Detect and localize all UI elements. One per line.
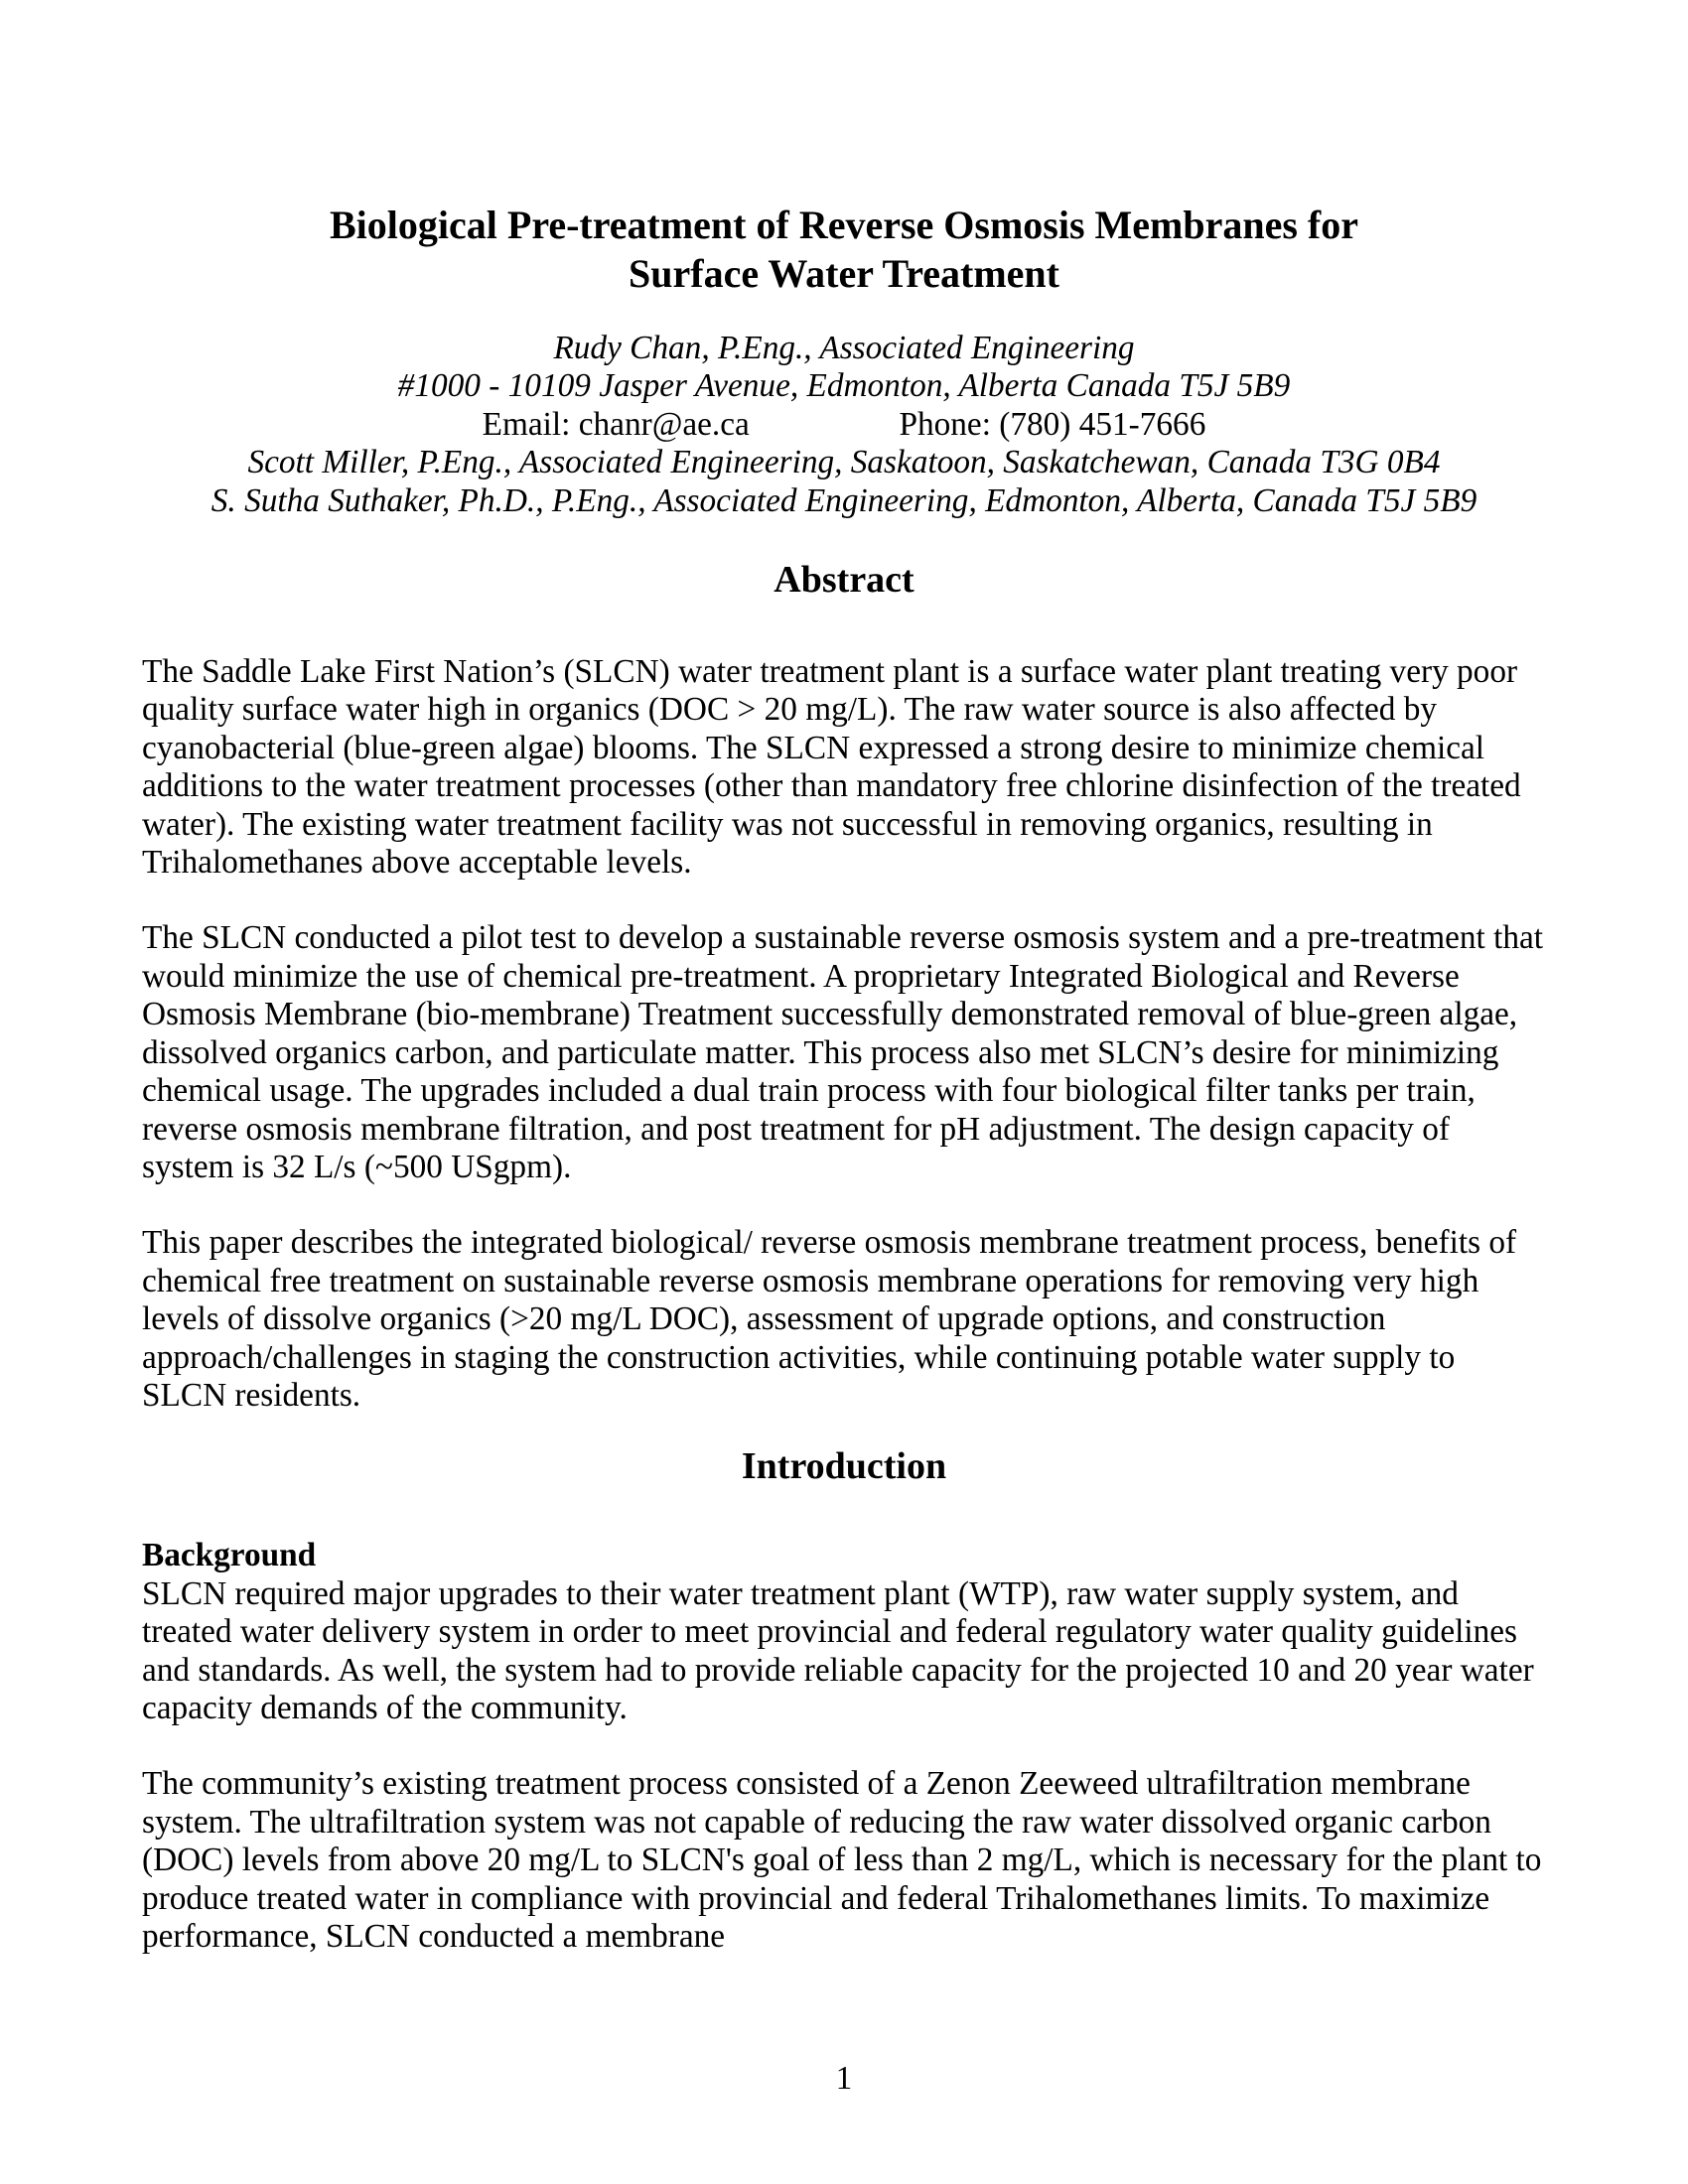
abstract-paragraph-2: The SLCN conducted a pilot test to develop a sustainable reverse osmosis system and a pre-treatment that would minimize the use of chemical pre-treatment. A proprietary Integrated Biological and Reverse Osmosis Membrane (bio-membrane) Treatment successfully demonstrated removal of blue-green algae, dissolved organics carbon, and particulate matter. This process also met SLCN’s desire for minimizing chemical usage. The upgrades included a dual train process with four biological filter tanks per train, reverse osmosis membrane filtration, and post treatment for pH adjustment. The design capacity of system is 32 L/s (~500 USgpm).: [142, 919, 1544, 1185]
page-number: 1: [835, 2060, 853, 2097]
introduction-heading: Introduction: [741, 1445, 947, 1488]
abstract-heading: Abstract: [774, 559, 914, 602]
paper-title-line1: Biological Pre-treatment of Reverse Osmosis Membranes for: [330, 203, 1358, 247]
background-paragraph-2: The community’s existing treatment process consisted of a Zenon Zeeweed ultrafiltration membrane system. The ultrafiltration system was not capable of reducing the raw water dissolved organic carbon (DOC) levels from above 20 mg/L to SLCN's goal of less than 2 mg/L, which is necessary for the plant to produce treated water in compliance with provincial and federal Trihalomethanes limits. To maximize performance, SLCN conducted a membrane: [142, 1765, 1542, 1955]
author-name-2: Scott Miller, P.Eng., Associated Engineering, Saskatoon, Saskatchewan, Canada T3G 0B4: [247, 444, 1441, 481]
abstract-paragraph-3: This paper describes the integrated biological/ reverse osmosis membrane treatment process, benefits of chemical free treatment on sustainable reverse osmosis membrane operations for removing very high levels of dissolve organics (>20 mg/L DOC), assessment of upgrade options, and construction approach/challenges in staging the construction activities, while continuing potable water supply to SLCN residents.: [142, 1224, 1517, 1414]
background-paragraph-1: SLCN required major upgrades to their water treatment plant (WTP), raw water supply system, and treated water delivery system in order to meet provincial and federal regulatory water quality guidelines and standards. As well, the system had to provide reliable capacity for the projected 10 and 20 year water capacity demands of the community.: [142, 1574, 1534, 1726]
author-address-1: #1000 - 10109 Jasper Avenue, Edmonton, Alberta Canada T5J 5B9: [397, 367, 1291, 405]
paper-title-line2: Surface Water Treatment: [629, 251, 1059, 296]
email-text: Email: chanr@ae.ca: [482, 405, 750, 443]
author-name-3: S. Sutha Suthaker, Ph.D., P.Eng., Associated Engineering, Edmonton, Alberta, Canada T5J 5B9: [211, 481, 1477, 519]
author-name-1: Rudy Chan, P.Eng., Associated Engineering: [553, 330, 1135, 366]
contact-line: [142, 406, 1546, 444]
author-block: [142, 330, 1546, 520]
abstract-paragraph-1: The Saddle Lake First Nation’s (SLCN) water treatment plant is a surface water plant treating very poor quality surface water high in organics (DOC > 20 mg/L). The raw water source is also affected by cyanobacterial (blue-green algae) blooms. The SLCN expressed a strong desire to minimize chemical additions to the water treatment processes (other than mandatory free chlorine disinfection of the treated water). The existing water treatment facility was not successful in removing organics, resulting in Trihalomethanes above acceptable levels.: [142, 653, 1521, 882]
background-subheading: Background: [142, 1537, 317, 1574]
paper-title: [142, 201, 1546, 298]
phone-text: Phone: (780) 451-7666: [899, 405, 1206, 443]
